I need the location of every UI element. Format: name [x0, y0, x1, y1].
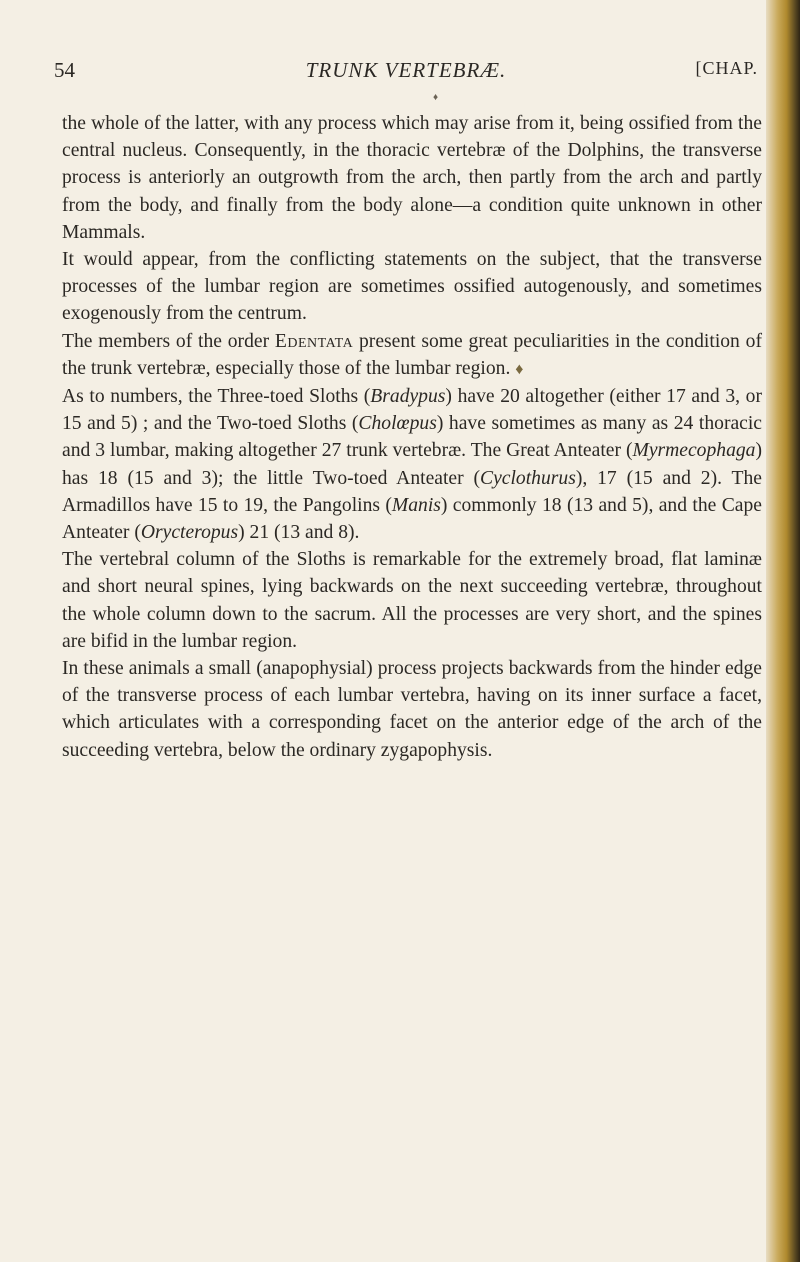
chapter-mark: [CHAP.	[695, 58, 758, 78]
running-title: TRUNK VERTEBRÆ.	[305, 58, 507, 82]
genus-bradypus: Bradypus	[370, 386, 446, 408]
p4-seg-4: ) have sometimes as many as 24 thoracic and 3 lumbar, making altogether 27 trunk vertebræ. The Great Anteater (	[62, 413, 762, 462]
genus-myrmecophaga: Myrmecophaga	[632, 440, 756, 462]
genus-orycteropus: Orycteropus	[140, 522, 239, 544]
paragraph-3-before: The members of the order	[62, 330, 275, 352]
paragraph-2: It would appear, from the conflicting statements on the subject, that the transverse processes of the lumbar region are sometimes ossified autogenously, and sometimes exogenously from the centrum.	[62, 249, 762, 325]
running-head	[54, 58, 758, 90]
p4-seg-10: ) commonly 18 (13 and 5), and the Cape Anteater (	[62, 494, 762, 544]
genus-choloepus: Cholœpus	[358, 413, 437, 435]
p4-seg-6: ) has 18 (15 and 3); the little Two-toed Anteater (	[62, 440, 762, 489]
body-text	[62, 110, 762, 764]
p4-seg-0: As to numbers, the Three-toed Sloths (	[62, 386, 371, 408]
p4-seg-2: ) have 20 altogether (either 17 and 3, or 15 and 5) ; and the Two-toed Sloths (	[62, 386, 762, 435]
page-number: 54	[54, 58, 75, 82]
genus-manis: Manis	[391, 494, 441, 516]
p4-seg-12: ) 21 (13 and 8).	[238, 522, 360, 544]
paragraph-3-after: present some great peculiarities in the condition of the trunk vertebræ, especially those of the lumbar region.	[62, 330, 762, 379]
page-edge-gilt	[766, 0, 800, 1262]
paragraph-6: In these animals a small (anapophysial) process projects backwards from the hinder edge of the transverse process of each lumbar vertebra, having on its inner surface a facet, which articulates with a corresponding facet on the anterior edge of the arch of the succeeding vertebra, below the ordinary zygapophysis.	[62, 658, 762, 761]
paragraph-3	[62, 328, 762, 383]
paragraph-5: The vertebral column of the Sloths is remarkable for the extremely broad, flat laminæ and short neural spines, lying backwards on the next succeeding vertebræ, throughout the whole column down to the sacrum. All the processes are very short, and the spines are bifid in the lumbar region.	[62, 549, 762, 652]
top-print-mark: ♦	[433, 92, 439, 103]
paragraph-1: the whole of the latter, with any process which may arise from it, being ossified from the central nucleus. Consequently, in the thoracic vertebræ of the Dolphins, the transverse process is anteriorly an outgrowth from the arch, then partly from the arch and partly from the body, and finally from the body alone—a condition quite unknown in other Mammals.	[62, 113, 762, 243]
stray-mark: ♦	[515, 360, 524, 378]
paragraph-4	[62, 383, 762, 546]
p4-seg-8: ), 17 (15 and 2). The Armadillos have 15 to 19, the Pangolins (	[62, 467, 762, 516]
order-name-edentata: Edentata	[274, 330, 354, 352]
genus-cyclothurus: Cyclothurus	[480, 467, 576, 489]
